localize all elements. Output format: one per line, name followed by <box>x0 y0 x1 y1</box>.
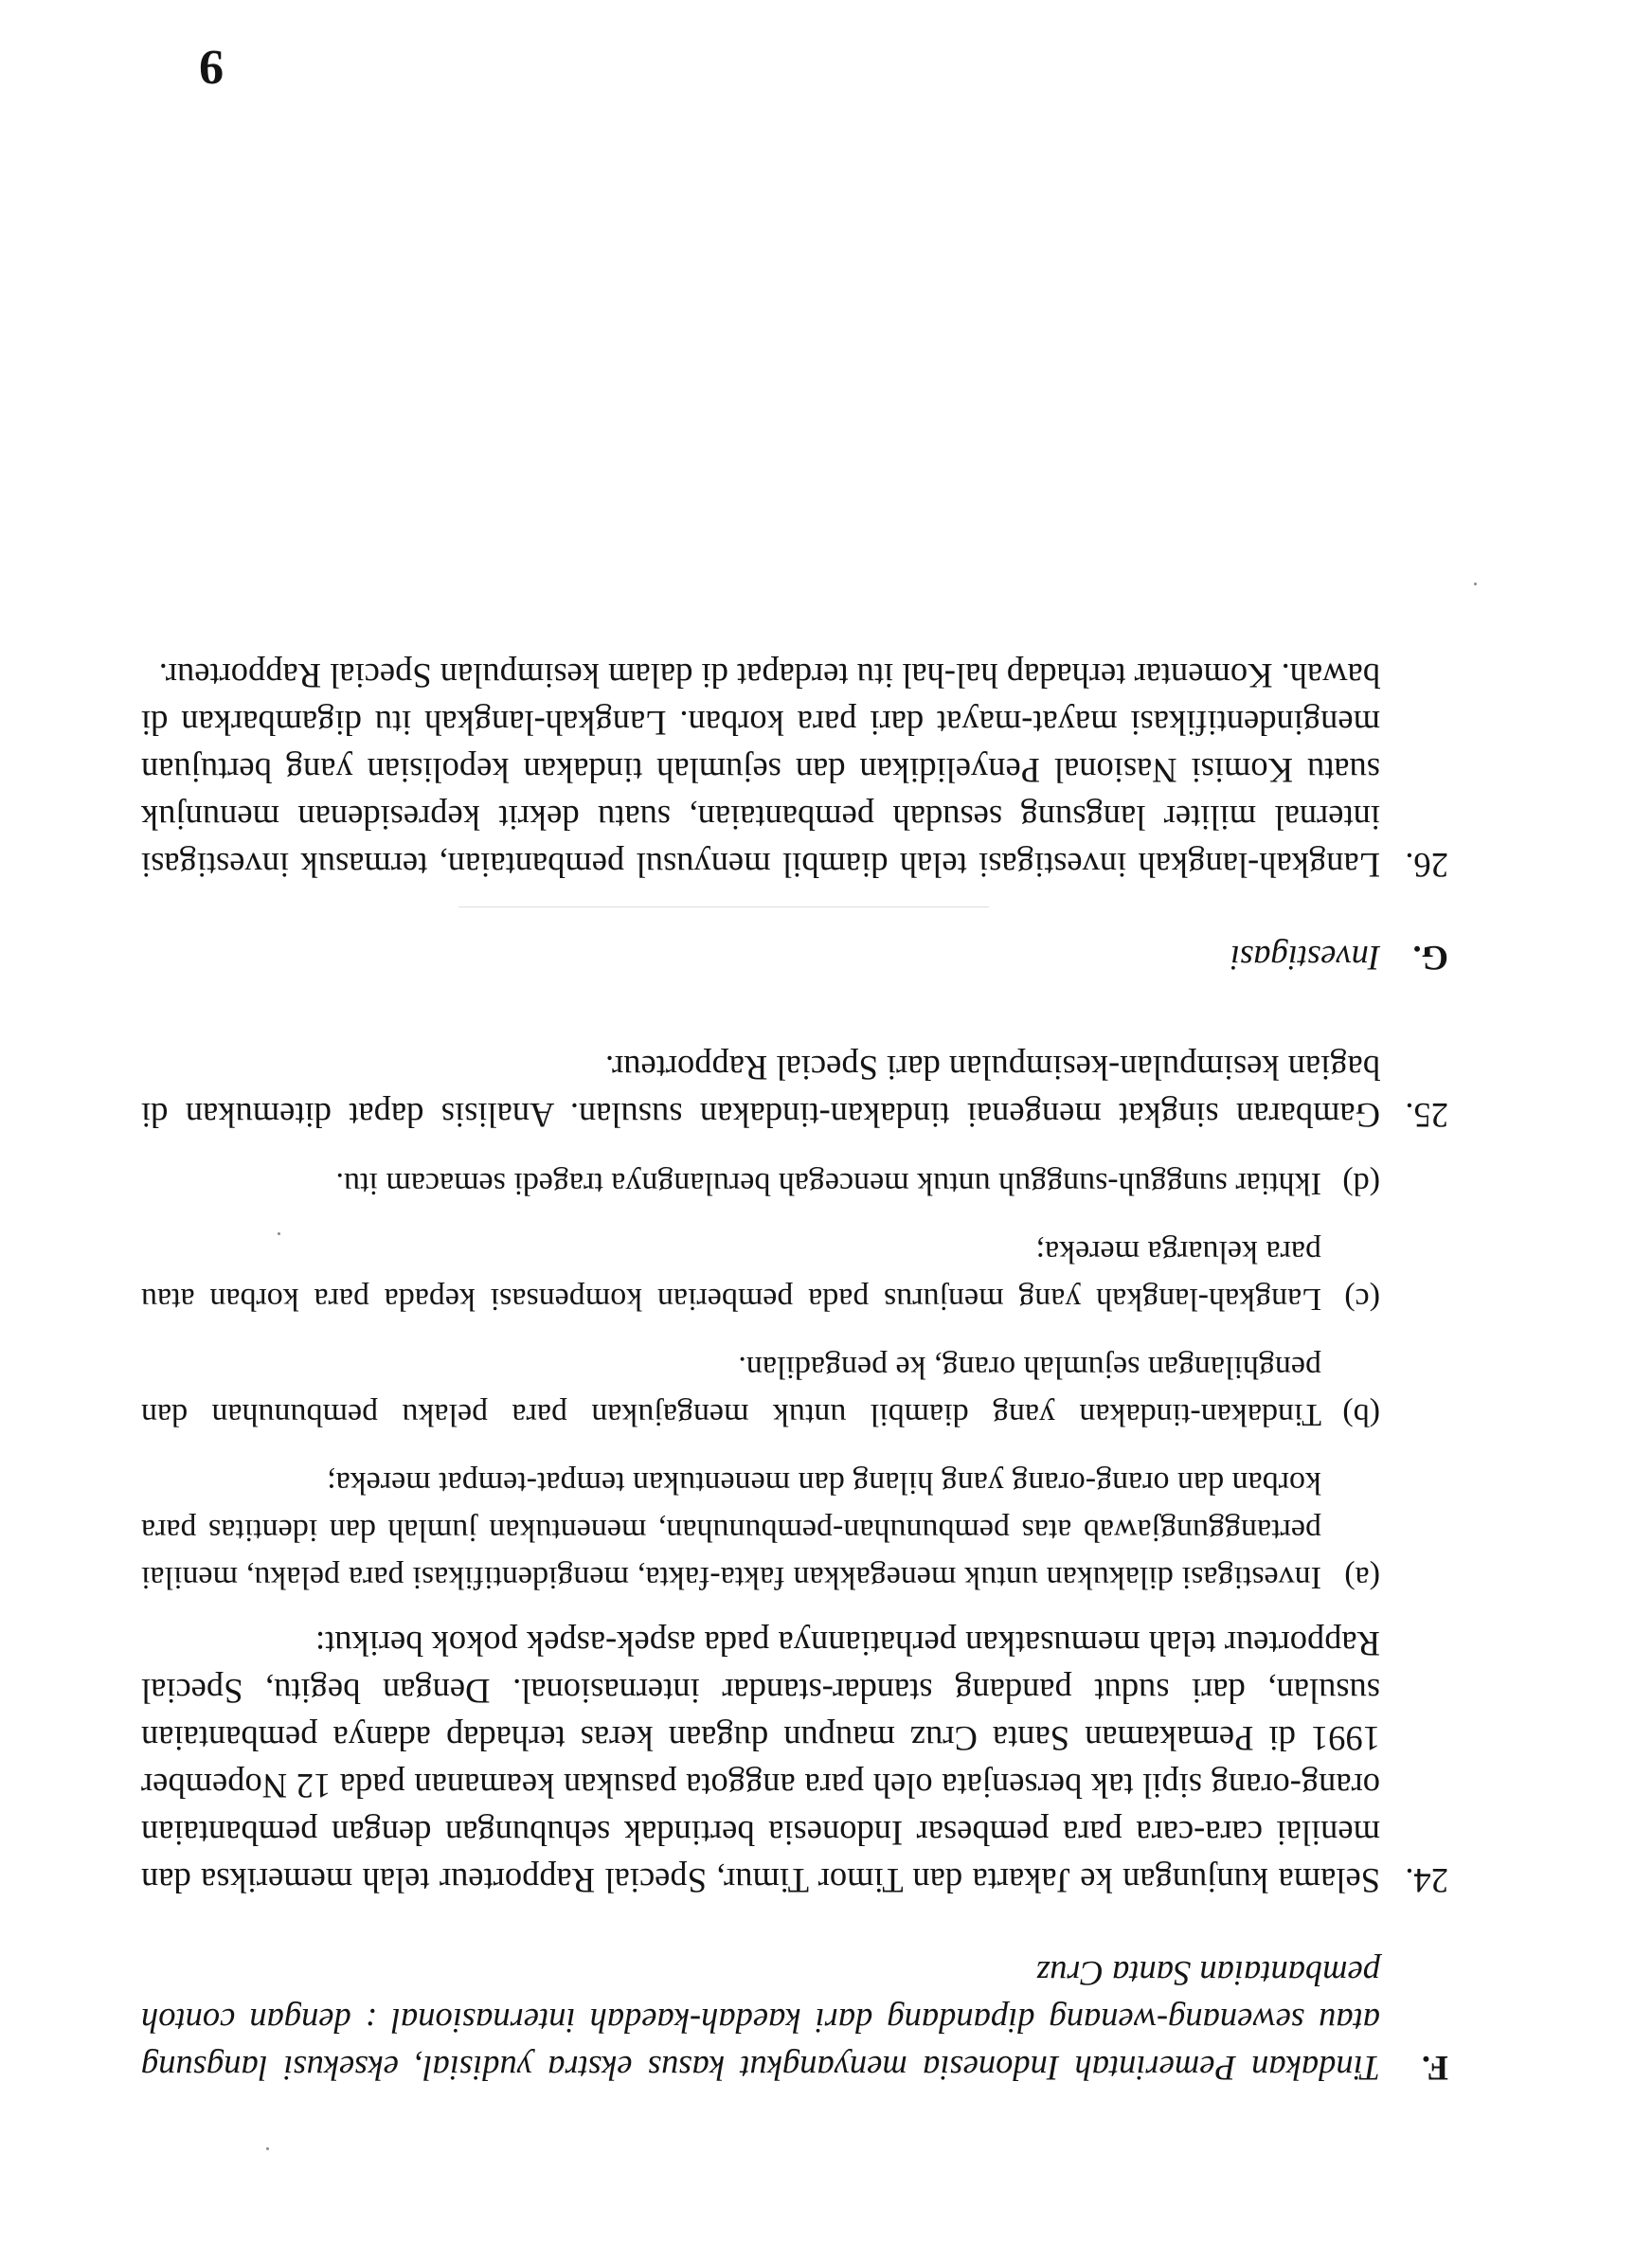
scan-speck <box>1474 583 1477 585</box>
list-item-c <box>141 1228 1380 1322</box>
list-item-text: Investigasi dilakukan untuk menegakkan fakta-fakta, mengidentifikasi para pelaku, menilai pertanggungjawab atas pembunuhan-pembunuhan, menentukan jumlah dan identitas para korban dan orang-orang yang hilang dan menentukan tempat-tempat mereka; <box>141 1465 1321 1595</box>
section-g-heading <box>141 934 1448 981</box>
paragraph-24-text: Selama kunjungan ke Jakarta dan Timor Timur, Special Rapporteur telah memeriksa dan menilai cara-cara para pembesar Indonesia bertindak sehubungan dengan pembantaian orang-orang sipil tak bersenjata oleh para anggota pasukan keamanan pada 12 Nopember 1991 di Pemakaman Santa Cruz maupun dugaan keras terhadap adanya pembantaian susulan, dari sudut pandang standar-standar internasional. Dengan begitu, Special Rapporteur telah memusatkan perhatiannya pada aspek-aspek pokok berikut: <box>141 1624 1380 1900</box>
list-item-d <box>141 1159 1380 1207</box>
scan-speck <box>278 1232 280 1235</box>
list-item-label: (c) <box>1344 1282 1380 1317</box>
section-g-letter: G. <box>1412 939 1448 978</box>
paragraph-25 <box>141 1044 1448 1139</box>
paragraph-26-text: Langkah-langkah investigasi telah diambil menyusul pembantaian, termasuk investigasi internal militer langsung sesudah pembantaian, suatu dekrit kepresidenan menunjuk suatu Komisi Nasional Penyelidikan dan sejumlah tindakan kepolisian yang bertujuan mengindentifikasi mayat-mayat dari para korban. Langkah-langkah itu digambarkan di bawah. Komentar terhadap hal-hal itu terdapat di dalam kesimpulan Special Rapporteur. <box>141 656 1380 885</box>
list-item-label: (d) <box>1342 1166 1380 1201</box>
scan-artifact-line <box>458 906 989 907</box>
list-item-text: Tindakan-tindakan yang diambil untuk mengajukan para pelaku pembunuhan dan penghilangan sejumlah orang, ke pengadilan. <box>141 1350 1321 1432</box>
paragraph-24-number: 24. <box>1405 1861 1448 1900</box>
section-f-letter: F. <box>1421 2049 1448 2088</box>
section-g-title: Investigasi <box>1230 939 1380 978</box>
paragraph-26-number: 26. <box>1405 846 1448 885</box>
list-item-label: (b) <box>1342 1397 1380 1432</box>
page-number: 9 <box>198 40 224 94</box>
list-item-b <box>141 1343 1380 1438</box>
list-item-a <box>141 1459 1380 1601</box>
section-f-heading <box>141 1949 1448 2091</box>
paragraph-26 <box>141 652 1448 888</box>
section-f-title: Tindakan Pemerintah Indonesia menyangkut kasus ekstra yudisial, eksekusi langsung atau sewenang-wenang dipandang dari kaedah-kaedah internasional : dengan contoh pembantaian Santa Cruz <box>141 1954 1380 2088</box>
paragraph-25-number: 25. <box>1405 1096 1448 1135</box>
list-item-text: Langkah-langkah yang menjurus pada pemberian kompensasi kepada para korban atau para keluarga mereka; <box>141 1234 1321 1317</box>
document-body <box>141 633 1448 2091</box>
paragraph-24 <box>141 1620 1448 1904</box>
scan-speck <box>266 2147 269 2150</box>
paragraph-25-text: Gambaran singkat mengenai tindakan-tindakan susulan. Analisis dapat ditemukan di bagian kesimpulan-kesimpulan dari Special Rapporteur. <box>141 1049 1380 1135</box>
list-item-text: Ikhtiar sungguh-sungguh untuk mencegah berulangnya tragedi semacam itu. <box>335 1166 1321 1201</box>
list-item-label: (a) <box>1344 1560 1380 1595</box>
